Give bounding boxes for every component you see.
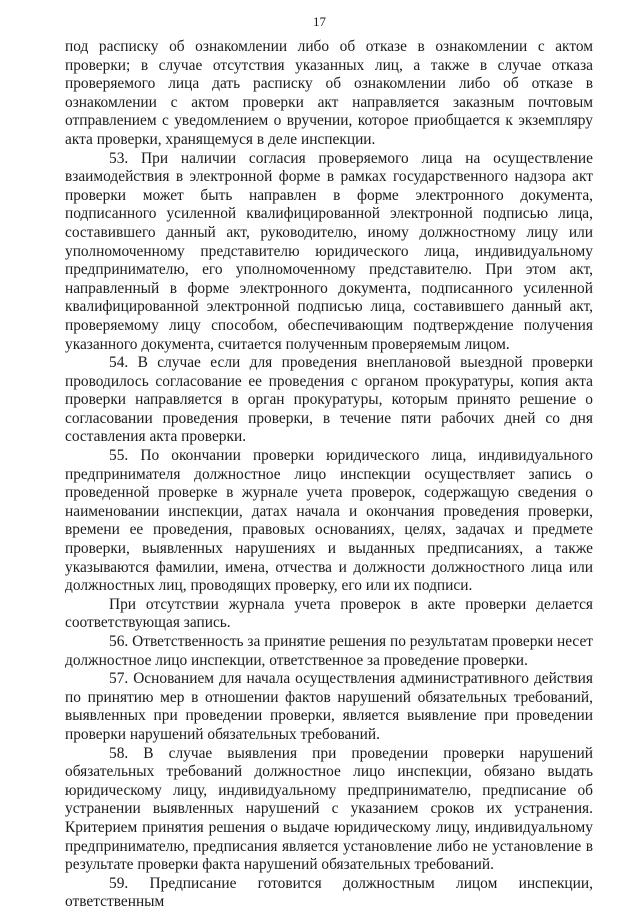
- paragraph-54: 54. В случае если для проведения внеплановой выездной проверки проводилось согласование ее проведения с органом прокуратуры, копия акта проверки направляется в орган прокуратуры, которым принято решение о согласовании проведения проверки, в течение пяти рабочих дней со дня составления акта проверки.: [65, 354, 593, 446]
- paragraph-55: 55. По окончании проверки юридического лица, индивидуального предпринимателя должностное лицо инспекции осуществляет запись о проведенной проверке в журнале учета проверок, содержащую сведения о наименовании инспекции, датах начала и окончания проведения проверки, времени ее проведения, правовых основаниях, целях, задачах и предмете проверки, выявленных нарушениях и выданных предписаниях, а также указываются фамилии, имена, отчества и должности должностного лица или должностных лиц, проводящих проверку, его или их подписи.: [65, 447, 593, 595]
- paragraph-continuation: под расписку об ознакомлении либо об отказе в ознакомлении с актом проверки; в случае отсутствия указанных лиц, а также в случае отказа проверяемого лица дать расписку об ознакомлении либо об отказе в ознакомлении с актом проверки акт направляется заказным почтовым отправлением с уведомлением о вручении, которое приобщается к экземпляру акта проверки, хранящемуся в деле инспекции.: [65, 38, 593, 148]
- paragraph-57: 57. Основанием для начала осуществления административного действия по принятию мер в отношении фактов нарушений обязательных требований, выявленных при проведении проверки, является выявление при проведении проверки нарушений обязательных требований.: [65, 670, 593, 743]
- paragraph-56: 56. Ответственность за принятие решения по результатам проверки несет должностное лицо инспекции, ответственное за проведение проверки.: [65, 633, 593, 669]
- paragraph-55-note: При отсутствии журнала учета проверок в акте проверки делается соответствующая запись.: [65, 595, 593, 632]
- paragraph-53: 53. При наличии согласия проверяемого лица на осуществление взаимодействия в электронной форме в рамках государственного надзора акт проверки может быть направлен в форме электронного документа, подписанного усиленной квалифицированной электронной подписью лица, составившего данный акт, руководителю, иному должностному лицу или уполномоченному представителю юридического лица, индивидуальному предпринимателю, его уполномоченному представителю. При этом акт, направленный в форме электронного документа, подписанного усиленной квалифицированной электронной подписью лица, составившего данный акт, проверяемому лицу способом, обеспечивающим подтверждение получения указанного документа, считается полученным проверяемым лицом.: [65, 149, 593, 353]
- page-number: 17: [313, 14, 326, 29]
- paragraph-58: 58. В случае выявления при проведении проверки нарушений обязательных требований должностное лицо инспекции, обязано выдать юридическому лицу, индивидуальному предпринимателю, предписание об устранении выявленных нарушений с указанием сроков их устранения. Критерием принятия решения о выдаче юридическому лицу, индивидуальному предпринимателю, предписания является установление либо не установление в результате проверки факта нарушений обязательных требований.: [65, 744, 593, 874]
- document-body: [65, 38, 593, 912]
- paragraph-59: 59. Предписание готовится должностным лицом инспекции, ответственным: [65, 874, 593, 911]
